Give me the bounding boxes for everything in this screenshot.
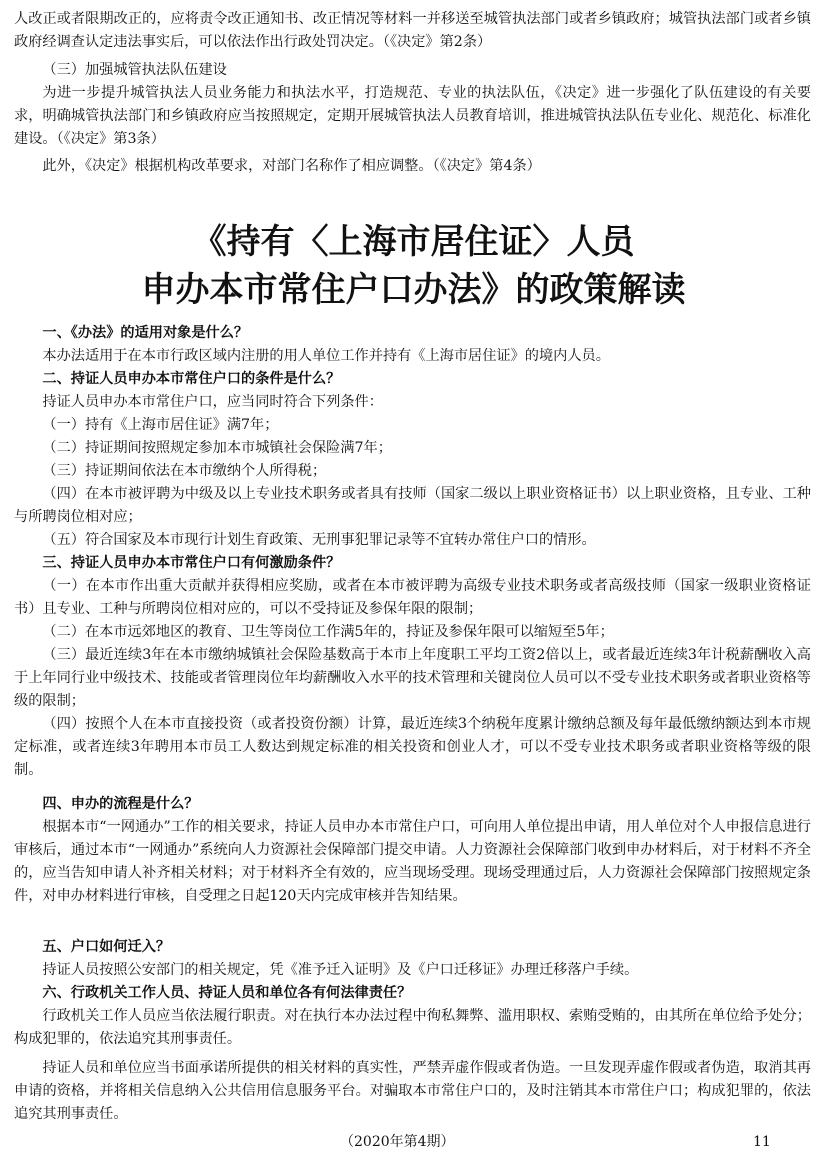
answer-2-item-4: （四）在本市被评聘为中级及以上专业技术职务或者具有技师（国家二级以上职业资格证书）以上职业资格，且专业、工种与所聘岗位相对应；: [14, 486, 811, 525]
answer-2-item-2: （二）持证期间按照规定参加本市城镇社会保险满7年；: [42, 440, 392, 456]
article-title-line-2: 申办本市常住户口办法》的政策解读: [141, 270, 686, 310]
intro-paragraph-renaming: 此外，《决定》根据机构改革要求，对部门名称作了相应调整。（《决定》第4条）: [42, 158, 541, 174]
answer-4: 根据本市“一网通办”工作的相关要求，持证人员申办本市常住户口，可向用人单位提出申请，用人单位对个人申报信息进行审核后，通过本市“一网通办”系统向人力资源社会保障部门提交申请。人力资源社会保障部门收到申办材料后，对于材料不齐全的，应当告知申请人补齐相关材料；对于材料齐全有效的，应当现场受理。现场受理通过后，人力资源社会保障部门按照规定条件，对申办材料进行审核，自受理之日起120天内完成审核并告知结果。: [14, 819, 811, 904]
issue-label: （2020年第4期）: [340, 1134, 455, 1150]
answer-3-item-1: （一）在本市作出重大贡献并获得相应奖励，或者在本市被评聘为高级专业技术职务或者高级技师（国家一级职业资格证书）且专业、工种与所聘岗位相对应的，可以不受持证及参保年限的限制；: [14, 578, 811, 617]
answer-3-item-4: （四）按照个人在本市直接投资（或者投资份额）计算，最近连续3个纳税年度累计缴纳总额及每年最低缴纳额达到本市规定标准，或者连续3年聘用本市员工人数达到规定标准的相关投资和创业人才，可以不受专业技术职务或者职业资格等级的限制。: [14, 716, 811, 778]
intro-paragraph-team-building: 为进一步提升城管执法人员业务能力和执法水平，打造规范、专业的执法队伍，《决定》进一步强化了队伍建设的有关要求，明确城管执法部门和乡镇政府应当按照规定，定期开展城管执法人员教育培训，推进城管执法队伍专业化、规范化、标准化建设。（《决定》第3条）: [14, 85, 811, 147]
page-number: 11: [753, 1134, 771, 1150]
answer-2-intro: 持证人员申办本市常住户口，应当同时符合下列条件：: [42, 394, 383, 410]
question-4: 四、申办的流程是什么？: [42, 796, 199, 812]
answer-5: 持证人员按照公安部门的相关规定，凭《准予迁入证明》及《户口迁移证》办理迁移落户手续。: [42, 962, 639, 978]
question-2: 二、持证人员申办本市常住户口的条件是什么？: [42, 371, 341, 387]
answer-2-item-1: （一）持有《上海市居住证》满7年；: [42, 417, 279, 433]
question-6: 六、行政机关工作人员、持证人员和单位各有何法律责任？: [42, 985, 412, 1001]
page-footer: [0, 1131, 827, 1153]
answer-2-item-5: （五）符合国家及本市现行计划生育政策、无刑事犯罪记录等不宜转办常住户口的情形。: [42, 532, 596, 548]
article-title-line-1: 《持有〈上海市居住证〉人员: [192, 222, 635, 262]
answer-3-item-2: （二）在本市远郊地区的教育、卫生等岗位工作满5年的，持证及参保年限可以缩短至5年；: [42, 624, 614, 640]
answer-2-item-3: （三）持证期间依法在本市缴纳个人所得税；: [42, 463, 327, 479]
answer-6-paragraph-2: 持证人员和单位应当书面承诺所提供的相关材料的真实性，严禁弄虚作假或者伪造。一旦发现弄虚作假或者伪造，取消其再申请的资格，并将相关信息纳入公共信用信息服务平台。对骗取本市常住户口的，及时注销其本市常住户口；构成犯罪的，依法追究其刑事责任。: [14, 1060, 811, 1122]
question-5: 五、户口如何迁入？: [42, 939, 171, 955]
answer-1: 本办法适用于在本市行政区域内注册的用人单位工作并持有《上海市居住证》的境内人员。: [42, 348, 610, 364]
answer-6-paragraph-1: 行政机关工作人员应当依法履行职责。对在执行本办法过程中徇私舞弊、滥用职权、索贿受贿的，由其所在单位给予处分；构成犯罪的，依法追究其刑事责任。: [14, 1008, 811, 1047]
question-3: 三、持证人员申办本市常住户口有何激励条件？: [42, 555, 341, 571]
question-1: 一、《办法》的适用对象是什么？: [42, 325, 249, 341]
intro-paragraph-continued: 人改正或者限期改正的，应将责令改正通知书、改正情况等材料一并移送至城管执法部门或者乡镇政府；城管执法部门或者乡镇政府经调查认定违法事实后，可以依法作出行政处罚决定。（《决定》第2条）: [14, 11, 811, 50]
section-heading-team-building: （三）加强城管执法队伍建设: [42, 62, 227, 78]
answer-3-item-3: （三）最近连续3年在本市缴纳城镇社会保险基数高于本市上年度职工平均工资2倍以上，或者最近连续3年计税薪酬收入高于上年同行业中级技术、技能或者管理岗位年均薪酬收入水平的技术管理和关键岗位人员可以不受专业技术职务或者职业资格等级的限制；: [14, 647, 811, 709]
